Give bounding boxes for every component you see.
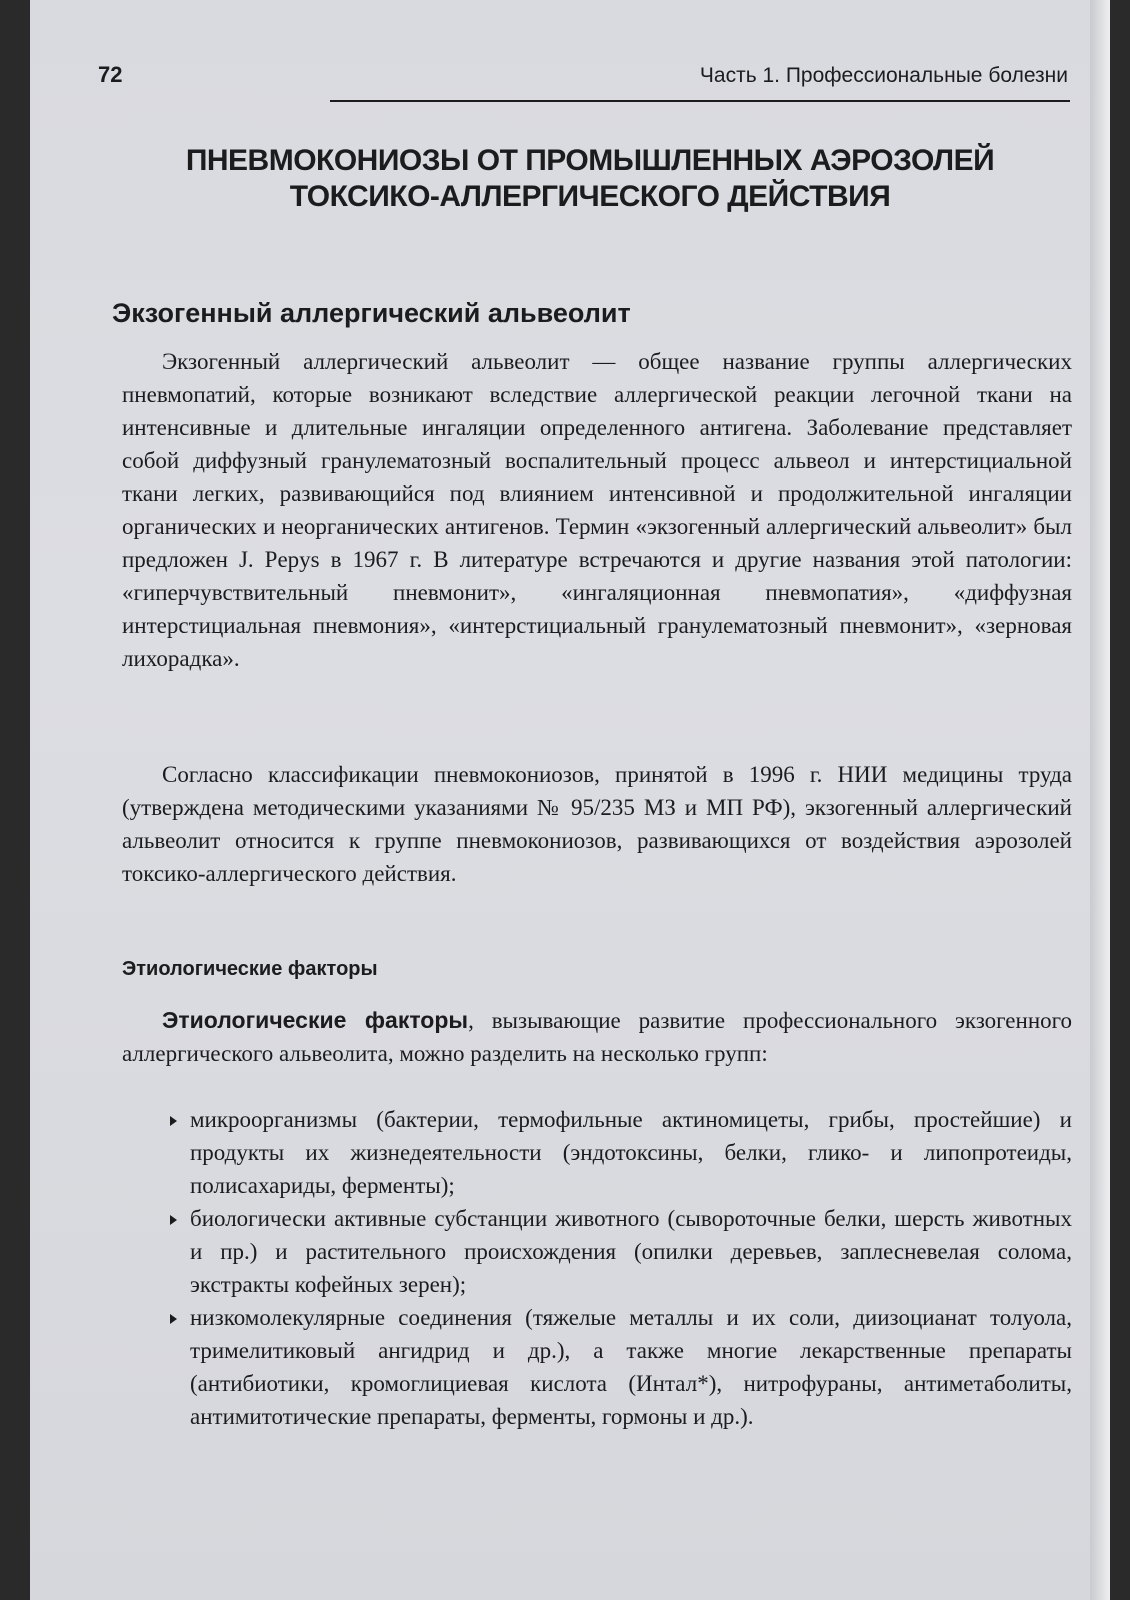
paragraph-etiology-intro — [122, 1004, 1072, 1070]
chapter-title: ПНЕВМОКОНИОЗЫ ОТ ПРОМЫШЛЕННЫХ АЭРОЗОЛЕЙ ТОКСИКО-АЛЛЕРГИЧЕСКОГО ДЕЙСТВИЯ — [185, 144, 995, 213]
etiology-list — [170, 1103, 1072, 1433]
running-header: Часть 1. Профессиональные болезни — [699, 64, 1068, 87]
triangle-bullet-icon — [170, 1215, 177, 1225]
list-item — [170, 1301, 1072, 1433]
list-item — [170, 1103, 1072, 1202]
page-edge — [1090, 0, 1110, 1600]
etiology-lead-term: Этиологические факторы — [162, 1007, 469, 1033]
book-page — [30, 0, 1110, 1600]
paragraph-classification: Согласно классификации пневмокониозов, принятой в 1996 г. НИИ медицины труда (утверждена методическими указаниями № 95/235 МЗ и МП РФ), экзогенный аллергический альвеолит относится к группе пневмокониозов, развивающихся от воздействия аэрозолей токсико-аллергического действия. — [122, 762, 1072, 886]
etiology-intro-text: , вызывающие развитие профессионального экзогенного аллергического альвеолита, можно разделить на несколько групп: — [122, 1008, 1072, 1066]
paragraph-definition: Экзогенный аллергический альвеолит — общее название группы аллергических пневмопатий, которые возникают вследствие аллергической реакции легочной ткани на интенсивные и длительные ингаляции определенного антигена. Заболевание представляет собой диффузный гранулематозный воспалительный процесс альвеол и интерстициальной ткани легких, развивающийся под влиянием интенсивной и продолжительной ингаляции органических и неорганических антигенов. Термин «экзогенный аллергический альвеолит» был предложен J. Pepys в 1967 г. В литературе встречаются и другие названия этой патологии: «гиперчувствительный пневмонит», «ингаляционная пневмопатия», «диффузная интерстициальная пневмония», «интерстициальный гранулематозный пневмонит», «зерновая лихорадка». — [122, 349, 1072, 671]
list-item — [170, 1202, 1072, 1301]
list-item-text: низкомолекулярные соединения (тяжелые металлы и их соли, диизоцианат толуола, тримелитиковый ангидрид и др.), а также многие лекарственные препараты (антибиотики, кромоглициевая кислота (Интал*), нитрофураны, антиметаболиты, антимитотические препараты, ферменты, гормоны и др.). — [190, 1305, 1072, 1429]
triangle-bullet-icon — [170, 1116, 177, 1126]
list-item-text: биологически активные субстанции животного (сывороточные белки, шерсть животных и пр.) и растительного происхождения (опилки деревьев, заплесневелая солома, экстракты кофейных зерен); — [190, 1206, 1072, 1297]
subsection-title: Этиологические факторы — [122, 958, 378, 980]
triangle-bullet-icon — [170, 1314, 177, 1324]
page-number: 72 — [98, 62, 123, 87]
section-title: Экзогенный аллергический альвеолит — [112, 298, 631, 328]
list-item-text: микроорганизмы (бактерии, термофильные актиномицеты, грибы, простейшие) и продукты их жизнедеятельности (эндотоксины, белки, глико- и липопротеиды, полисахариды, ферменты); — [190, 1107, 1072, 1198]
header-rule — [330, 100, 1070, 102]
